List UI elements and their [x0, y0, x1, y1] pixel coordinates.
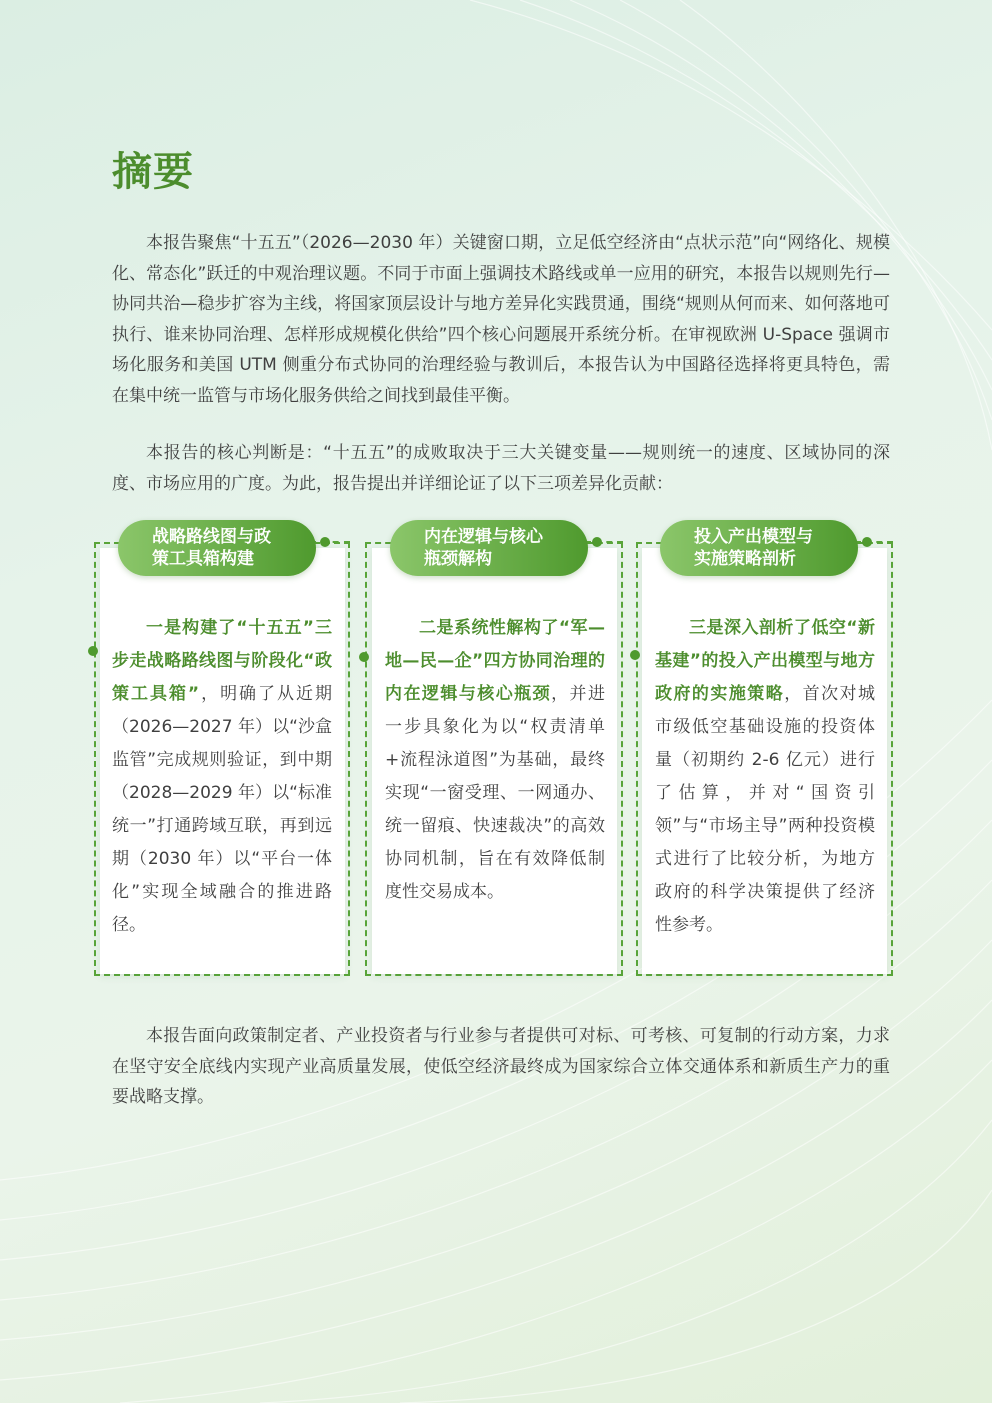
card-2-top-dot: [592, 537, 602, 547]
intro-paragraph: 本报告聚焦“十五五”（2026—2030 年）关键窗口期，立足低空经济由“点状示范”向“网络化、规模化、常态化”跃迁的中观治理议题。不同于市面上强调技术路线或单一应用的研究，本报告以规则先行—协同共治—稳步扩容为主线，将国家顶层设计与地方差异化实践贯通，围绕“规则从何而来、如何落地可执行、谁来协同治理、怎样形成规模化供给”四个核心问题展开系统分析。在审视欧洲 U-Space 强调市场化服务和美国 UTM 侧重分布式协同的治理经验与教训后，本报告认为中国路径选择将更具特色，需在集中统一监管与市场化服务供给之间找到最佳平衡。: [112, 233, 890, 406]
card-3-tag-line2: 实施策略剖析: [694, 549, 796, 569]
card-3-highlight: 三是深入剖析了低空“新基建”的投入产出模型与地方政府的实施策略: [655, 618, 875, 704]
card-2-tag: [390, 520, 588, 576]
card-2-text: [385, 612, 605, 909]
card-3-text: [655, 612, 875, 942]
card-1-side-dot: [88, 646, 98, 656]
card-1-highlight: 一是构建了“十五五”三步走战略路线图与阶段化“政策工具箱”: [112, 618, 332, 704]
card-1-body: ，明确了从近期（2026—2027 年）以“沙盒监管”完成规则验证，到中期（2028—2029 年）以“标准统一”打通跨域互联，再到远期（2030 年）以“平台一体化”实现全域融合的推进路径。: [112, 684, 332, 935]
card-1-connector: [310, 541, 350, 543]
card-3-tag: [660, 520, 858, 576]
card-3-side-dot: [630, 650, 640, 660]
card-2-highlight: 二是系统性解构了“军—地—民—企”四方协同治理的内在逻辑与核心瓶颈: [385, 618, 605, 704]
card-1-tag-line1: 战略路线图与政: [152, 527, 271, 547]
card-2-tag-line1: 内在逻辑与核心: [424, 527, 543, 547]
judgement-paragraph: 本报告的核心判断是：“十五五”的成败取决于三大关键变量——规则统一的速度、区域协同的深度、市场应用的广度。为此，报告提出并详细论证了以下三项差异化贡献：: [112, 443, 890, 494]
page-title: 摘要: [112, 149, 194, 195]
card-3-body: ，首次对城市级低空基础设施的投资体量（初期约 2-6 亿元）进行了估算，并对“国资引领”与“市场主导”两种投资模式进行了比较分析，为地方政府的科学决策提供了经济性参考。: [655, 684, 876, 935]
closing-paragraph: 本报告面向政策制定者、产业投资者与行业参与者提供可对标、可考核、可复制的行动方案，力求在坚守安全底线内实现产业高质量发展，使低空经济最终成为国家综合立体交通体系和新质生产力的重要战略支撑。: [112, 1026, 890, 1107]
card-1-tag: [118, 520, 316, 576]
card-1-top-dot: [320, 537, 330, 547]
card-3-tag-line1: 投入产出模型与: [694, 527, 813, 547]
card-3-top-dot: [862, 537, 872, 547]
card-2-tag-line2: 瓶颈解构: [424, 549, 492, 569]
card-2-side-dot: [359, 652, 369, 662]
card-3-connector: [855, 541, 893, 543]
card-2-connector: [585, 541, 623, 543]
card-1-tag-line2: 策工具箱构建: [152, 549, 254, 569]
card-2-body: ，并进一步具象化为以“权责清单+流程泳道图”为基础，最终实现“一窗受理、一网通办、统一留痕、快速裁决”的高效协同机制，旨在有效降低制度性交易成本。: [385, 684, 606, 902]
card-1-text: [112, 612, 332, 942]
